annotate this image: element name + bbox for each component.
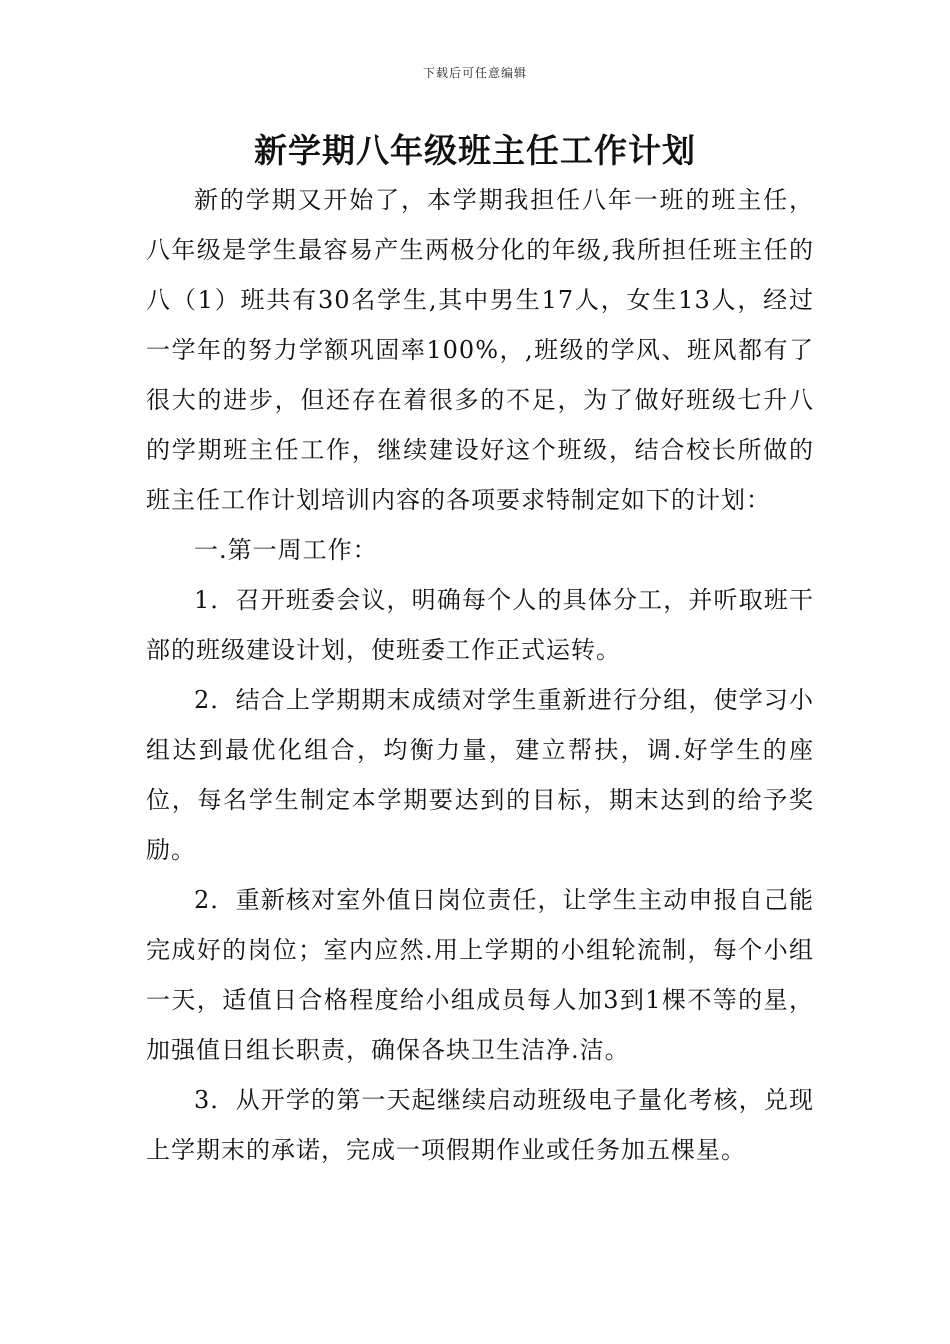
section-heading: 一.第一周工作： <box>194 536 378 564</box>
document-title: 新学期八年级班主任工作计划 <box>254 131 696 170</box>
plan-item: 2．重新核对室外值日岗位责任，让学生主动申报自己能完成好的岗位；室内应然.用上学期的小组轮流制，每个小组一天，适值日合格程度给小组成员每人加3到1棵不等的星，加强值日组长职责，确保各块卫生洁净.洁。 <box>146 886 814 1064</box>
plan-item: 1．召开班委会议，明确每个人的具体分工，并听取班干部的班级建设计划，使班委工作正式运转。 <box>146 586 814 664</box>
document-body <box>146 175 814 1175</box>
plan-item: 2．结合上学期期末成绩对学生重新进行分组，使学习小组达到最优化组合，均衡力量，建立帮扶，调.好学生的座位，每名学生制定本学期要达到的目标，期末达到的给予奖励。 <box>146 686 814 864</box>
header-note: 下载后可任意编辑 <box>422 66 527 80</box>
plan-item: 3．从开学的第一天起继续启动班级电子量化考核，兑现上学期末的承诺，完成一项假期作业或任务加五棵星。 <box>146 1086 814 1164</box>
intro-paragraph: 新的学期又开始了，本学期我担任八年一班的班主任，八年级是学生最容易产生两极分化的年级,我所担任班主任的八（1）班共有30名学生,其中男生17人，女生13人，经过一学年的努力学额巩固率100%，,班级的学风、班风都有了很大的进步，但还存在着很多的不足，为了做好班级七升八的学期班主任工作，继续建设好这个班级，结合校长所做的班主任工作计划培训内容的各项要求特制定如下的计划： <box>146 186 814 514</box>
